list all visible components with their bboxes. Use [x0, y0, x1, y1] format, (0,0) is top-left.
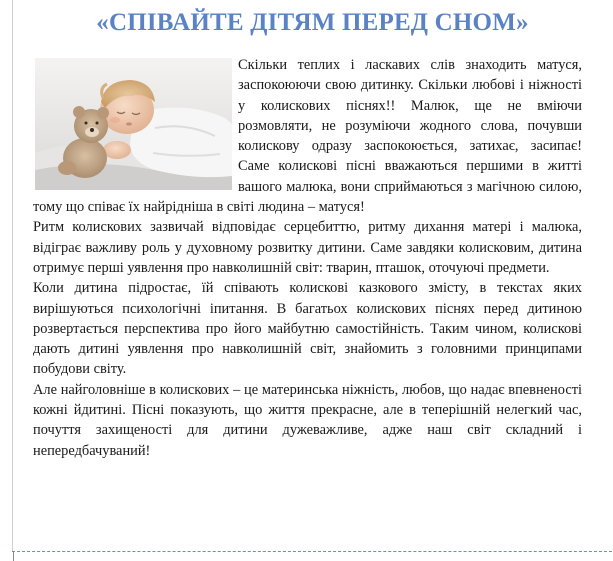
- margin-corner-mark: [8, 552, 14, 561]
- paragraph-2: Ритм колискових зазвичай відповідає серцебиттю, ритму дихання матері і малюка, відіграє важливу роль у духовному розвитку дитини. Саме завдяки колисковим, дитина отримує перші уявлення про навколишній світ: тварин, пташок, оточуючі предмети.: [33, 219, 582, 276]
- paragraph-4: Але найголовніше в колискових – це материнська ніжність, любов, що надає впевненості кожні йдитині. Пісні показують, що життя прекрасне, але в теперішній нелегкий час, почуття захищеності для дитини дужеважливе, адже наш світ складний і непередбачуваний!: [33, 381, 582, 459]
- document-page: [33, 6, 582, 551]
- paragraph-1: Скільки теплих і ласкавих слів знаходить матуся, заспокоюючи свою дитинку. Скільки любові і ніжності у колискових піснях!! Малюк, ще не вміючи розмовляти, не розуміючи жодного слова, почувши колискову одразу заспокоюється, затихає, засипає! Саме колискові пісні вважаються першими в житті вашого малюка, вони сприймаються з магічною силою, тому що співає їх найрідніша в світі людина – матуся!: [33, 57, 582, 216]
- page-bottom-border: [12, 551, 612, 552]
- article-body: [33, 55, 582, 461]
- article-title: «СПІВАЙТЕ ДІТЯМ ПЕРЕД СНОМ»: [96, 9, 529, 36]
- page-margin-line: [12, 0, 13, 552]
- sleeping-baby-photo: [35, 58, 232, 190]
- paragraph-3: Коли дитина підростає, їй співають колискові казкового змісту, в текстах яких вирішуються психологічні іпитання. В багатьох колискових піснях перед дитиною розвертається перспектива про його майбутню самостійність. Таким чином, колискові дають дитині уявлення про навколишній світ, знайомить з головними принципами побудови світу.: [33, 280, 582, 378]
